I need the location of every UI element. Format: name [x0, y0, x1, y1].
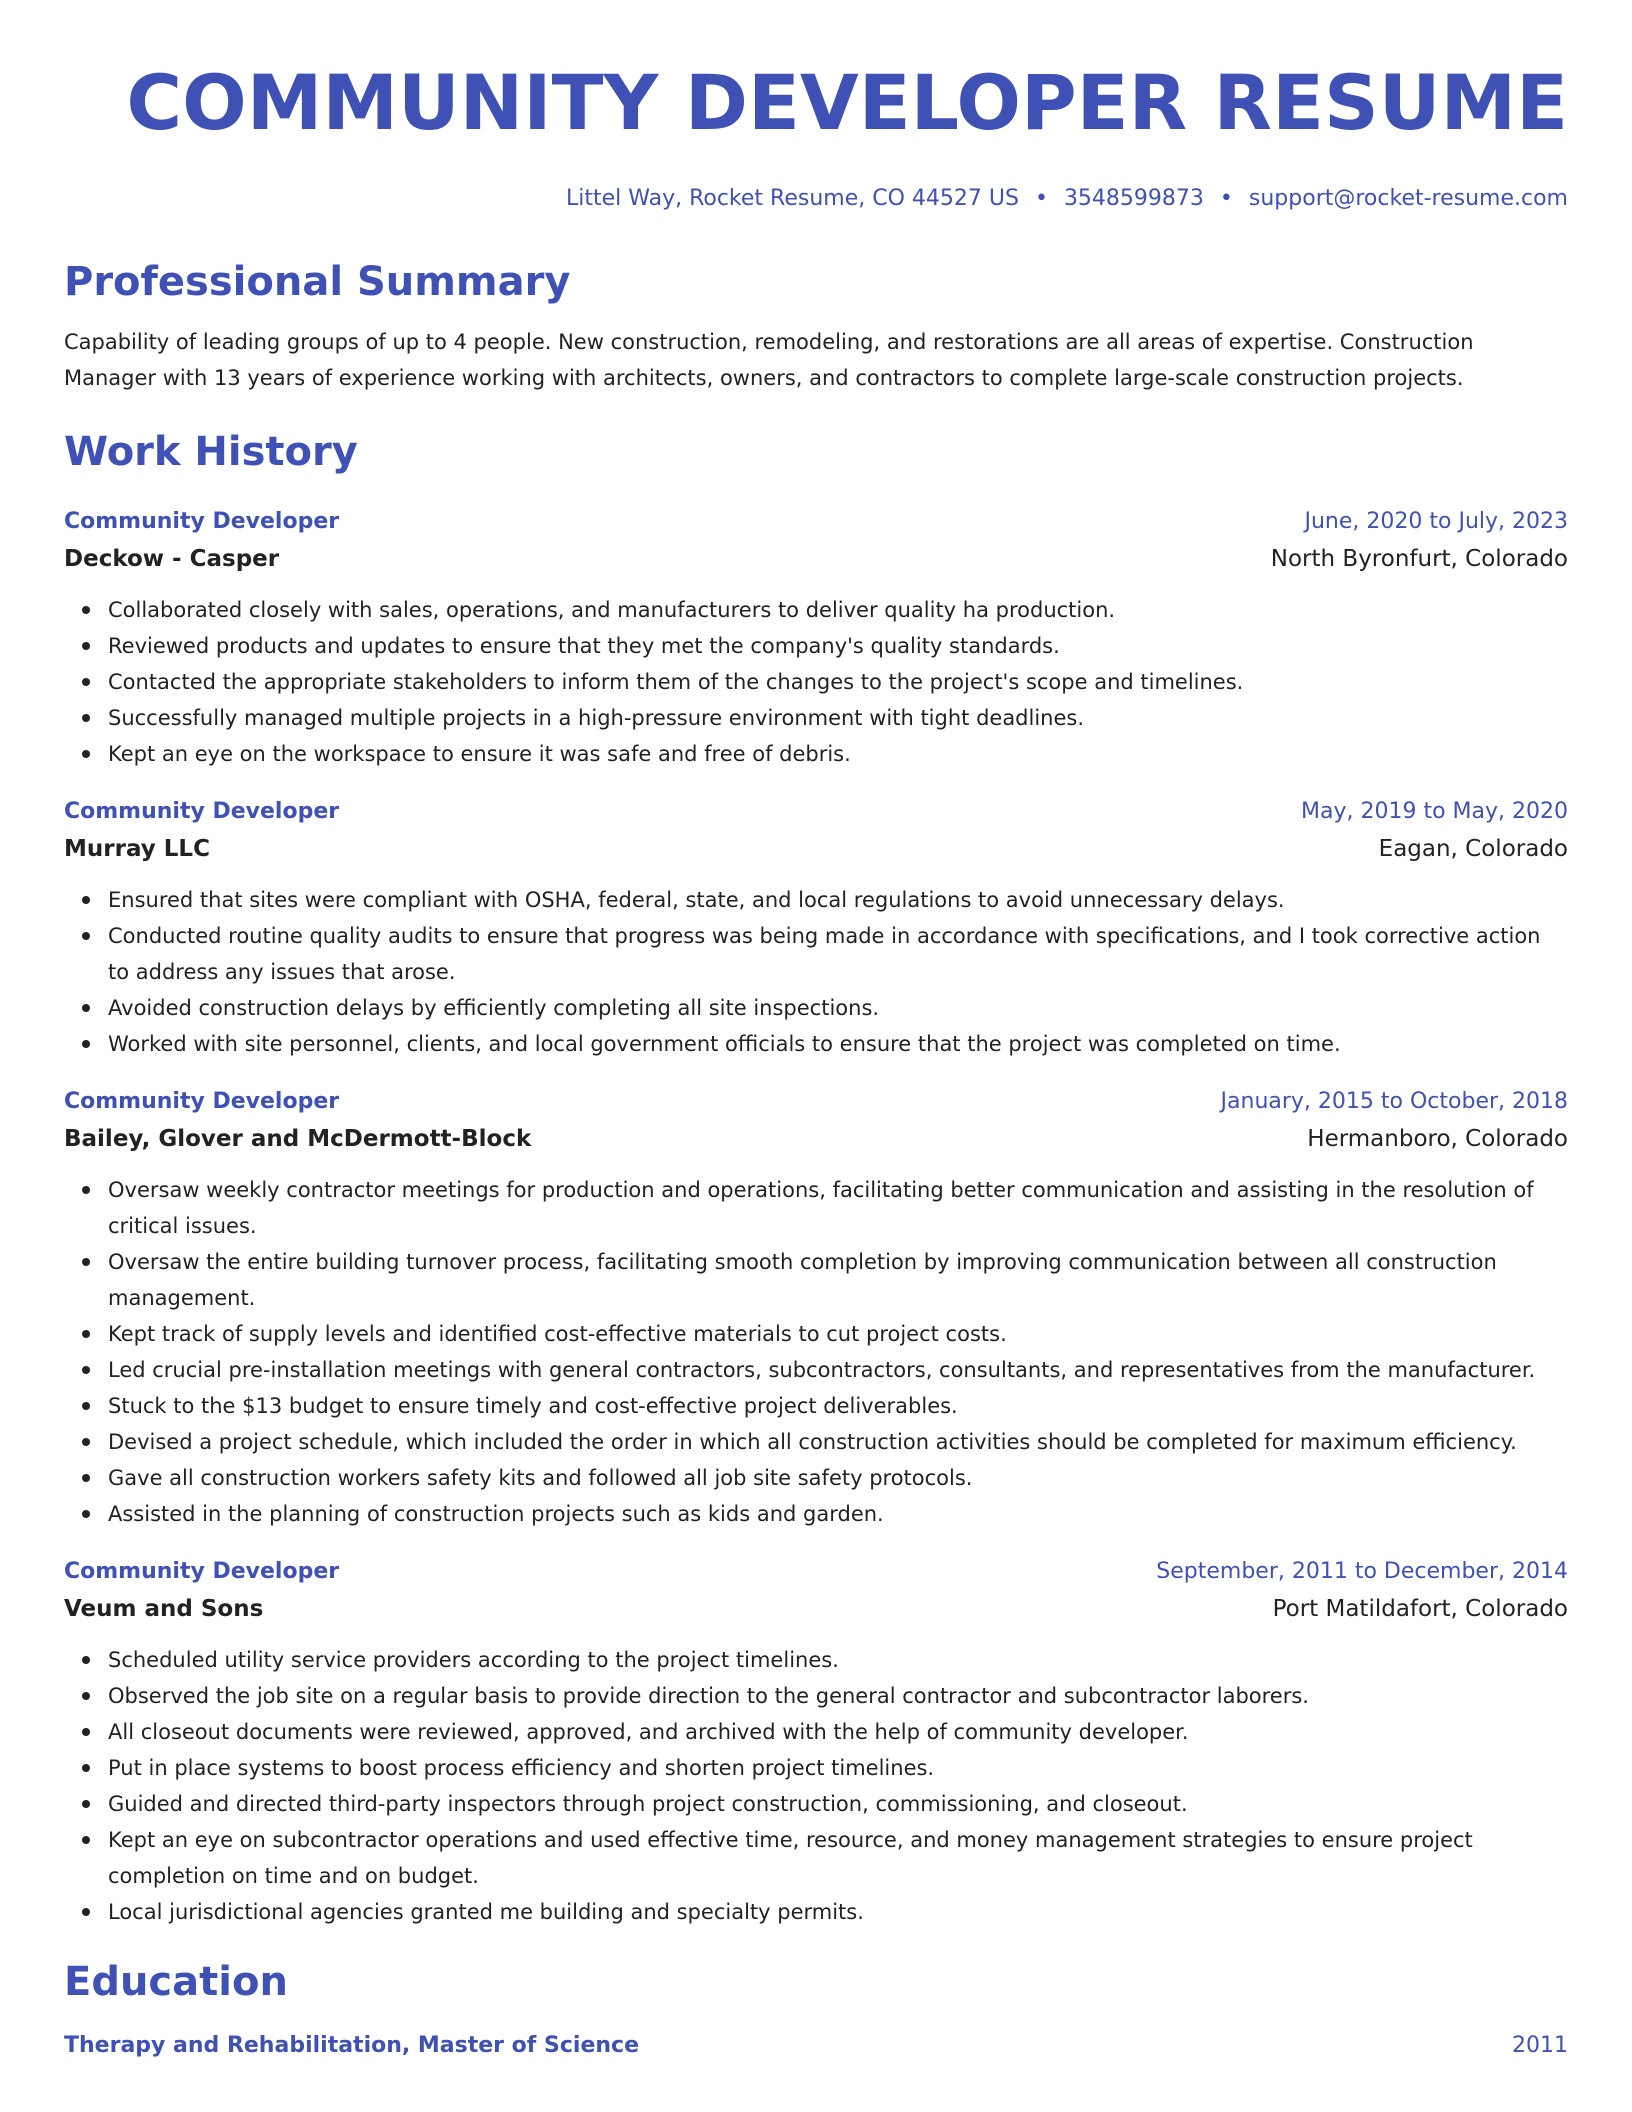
job-header-row	[64, 794, 1568, 830]
contact-separator: •	[1219, 186, 1233, 211]
resume-page	[64, 0, 1568, 2112]
job-bullet-item: Observed the job site on a regular basis to provide direction to the general contractor and subcontractor laborers.	[108, 1678, 1568, 1714]
contact-email: support@rocket-resume.com	[1248, 186, 1568, 211]
job-bullet-item: Devised a project schedule, which included the order in which all construction activities should be completed for maximum efficiency.	[108, 1424, 1568, 1460]
contact-phone: 3548599873	[1063, 186, 1204, 211]
job-employer: Deckow - Casper	[64, 546, 280, 572]
job-location: Port Matildafort, Colorado	[1272, 1596, 1568, 1622]
contact-line	[64, 184, 1568, 214]
job-bullet-item: Local jurisdictional agencies granted me building and specialty permits.	[108, 1894, 1568, 1930]
education-degree: Therapy and Rehabilitation, Master of Science	[64, 2033, 639, 2058]
summary-heading: Professional Summary	[64, 259, 571, 305]
job-bullet-item: Contacted the appropriate stakeholders to inform them of the changes to the project's scope and timelines.	[108, 664, 1568, 700]
job-bullet-item: Ensured that sites were compliant with OSHA, federal, state, and local regulations to avoid unnecessary delays.	[108, 882, 1568, 918]
job-bullet-item: Worked with site personnel, clients, and local government officials to ensure that the project was completed on time.	[108, 1026, 1568, 1062]
contact-separator: •	[1034, 186, 1048, 211]
job-bullet-item: Scheduled utility service providers according to the project timelines.	[108, 1642, 1568, 1678]
job-bullets	[108, 882, 1568, 1062]
job-location: North Byronfurt, Colorado	[1270, 546, 1568, 572]
job-header-row	[64, 1084, 1568, 1120]
job-entry	[64, 1084, 1568, 1532]
job-header-row	[64, 504, 1568, 540]
job-employer-row	[64, 540, 1568, 578]
job-bullet-item: Oversaw the entire building turnover process, facilitating smooth completion by improving communication between all construction management.	[108, 1244, 1568, 1316]
job-role: Community Developer	[64, 1559, 340, 1584]
job-bullet-item: Kept an eye on subcontractor operations and used effective time, resource, and money management strategies to ensure project completion on time and on budget.	[108, 1822, 1568, 1894]
job-location: Hermanboro, Colorado	[1307, 1126, 1568, 1152]
job-bullet-item: Reviewed products and updates to ensure that they met the company's quality standards.	[108, 628, 1568, 664]
job-employer: Murray LLC	[64, 836, 210, 862]
job-header-row	[64, 1554, 1568, 1590]
job-bullet-item: Conducted routine quality audits to ensure that progress was being made in accordance with specifications, and I took corrective action to address any issues that arose.	[108, 918, 1568, 990]
job-bullet-item: Kept an eye on the workspace to ensure it was safe and free of debris.	[108, 736, 1568, 772]
job-dates: June, 2020 to July, 2023	[1304, 509, 1568, 534]
job-role: Community Developer	[64, 799, 340, 824]
job-employer: Bailey, Glover and McDermott-Block	[64, 1126, 532, 1152]
job-bullet-item: Kept track of supply levels and identified cost-effective materials to cut project costs.	[108, 1316, 1568, 1352]
education-heading: Education	[64, 1959, 288, 2005]
job-entry	[64, 1554, 1568, 1930]
education-year: 2011	[1512, 2033, 1568, 2058]
job-employer-row	[64, 830, 1568, 868]
job-bullet-item: Guided and directed third-party inspectors through project construction, commissioning, and closeout.	[108, 1786, 1568, 1822]
job-dates: January, 2015 to October, 2018	[1220, 1089, 1568, 1114]
job-employer-row	[64, 1590, 1568, 1628]
job-bullet-item: Oversaw weekly contractor meetings for production and operations, facilitating better communication and assisting in the resolution of critical issues.	[108, 1172, 1568, 1244]
resume-title: COMMUNITY DEVELOPER RESUME	[126, 58, 1568, 147]
job-entry	[64, 794, 1568, 1062]
job-entry	[64, 504, 1568, 772]
job-dates: September, 2011 to December, 2014	[1156, 1559, 1568, 1584]
job-dates: May, 2019 to May, 2020	[1301, 799, 1568, 824]
job-bullet-item: Collaborated closely with sales, operations, and manufacturers to deliver quality ha production.	[108, 592, 1568, 628]
job-bullet-item: Successfully managed multiple projects in a high-pressure environment with tight deadlines.	[108, 700, 1568, 736]
education-entry	[64, 2028, 1568, 2064]
job-role: Community Developer	[64, 1089, 340, 1114]
work-history-list	[64, 504, 1568, 1930]
job-bullet-item: All closeout documents were reviewed, approved, and archived with the help of community developer.	[108, 1714, 1568, 1750]
job-bullets	[108, 1642, 1568, 1930]
job-bullet-item: Assisted in the planning of construction projects such as kids and garden.	[108, 1496, 1568, 1532]
work-history-heading: Work History	[64, 429, 358, 475]
summary-text: Capability of leading groups of up to 4 people. New construction, remodeling, and restorations are all areas of expertise. Construction Manager with 13 years of experience working with architects, owners, and contractors to complete large-scale construction projects.	[64, 330, 1474, 390]
job-role: Community Developer	[64, 509, 340, 534]
job-employer: Veum and Sons	[64, 1596, 264, 1622]
job-bullet-item: Avoided construction delays by efficiently completing all site inspections.	[108, 990, 1568, 1026]
job-bullet-item: Put in place systems to boost process efficiency and shorten project timelines.	[108, 1750, 1568, 1786]
job-bullet-item: Stuck to the $13 budget to ensure timely and cost-effective project deliverables.	[108, 1388, 1568, 1424]
job-bullets	[108, 592, 1568, 772]
job-bullet-item: Gave all construction workers safety kits and followed all job site safety protocols.	[108, 1460, 1568, 1496]
job-bullet-item: Led crucial pre-installation meetings with general contractors, subcontractors, consultants, and representatives from the manufacturer.	[108, 1352, 1568, 1388]
job-employer-row	[64, 1120, 1568, 1158]
contact-address: Littel Way, Rocket Resume, CO 44527 US	[565, 186, 1019, 211]
job-location: Eagan, Colorado	[1378, 836, 1568, 862]
job-bullets	[108, 1172, 1568, 1532]
